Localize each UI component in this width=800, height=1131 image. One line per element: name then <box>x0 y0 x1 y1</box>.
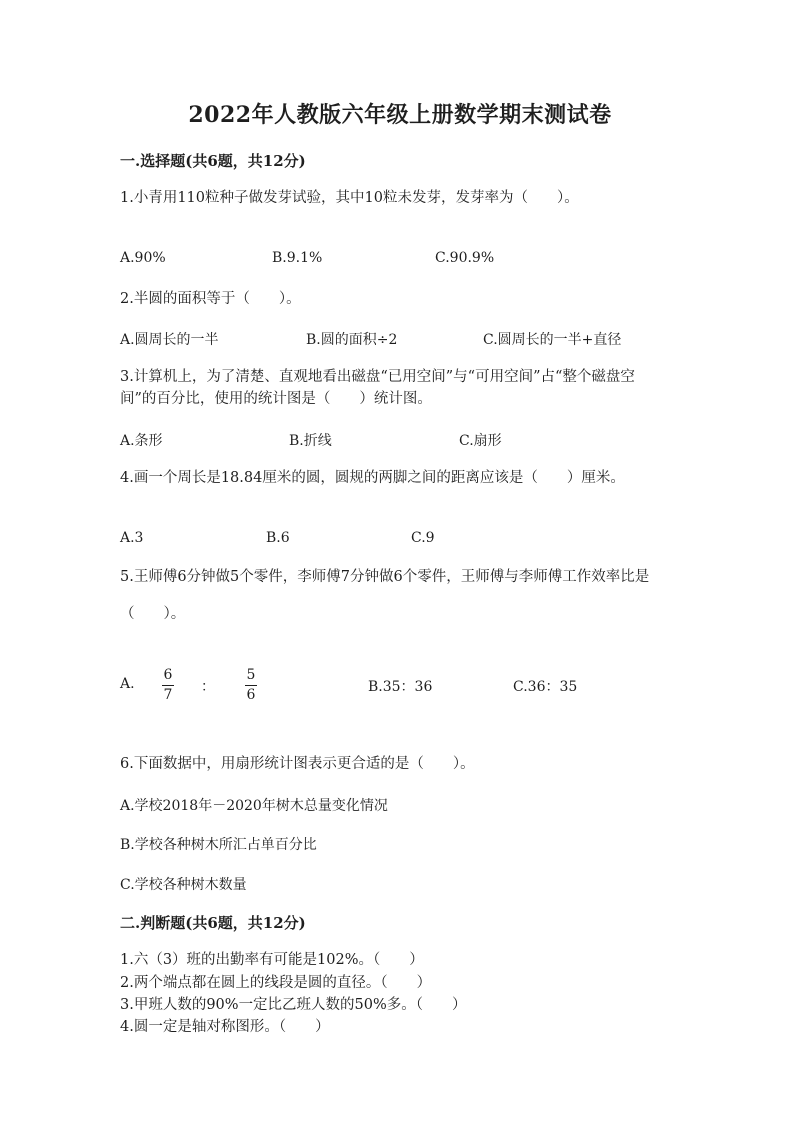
q2-option-a: A.圆周长的一半 <box>120 332 219 348</box>
fraction-bar <box>162 685 174 686</box>
q3-option-c: C.扇形 <box>459 433 502 449</box>
judgement-item-4: 4.圆一定是轴对称图形。（ ） <box>120 1019 330 1035</box>
q1-option-c: C.90.9% <box>435 250 495 266</box>
q2-option-b: B.圆的面积÷2 <box>306 332 398 348</box>
fraction-bar <box>245 685 257 686</box>
q5-option-a-label: A. <box>120 676 135 692</box>
q5-option-c: C.36：35 <box>513 679 578 695</box>
q6-option-b: B.学校各种树木所汇占单百分比 <box>120 837 317 853</box>
judgement-item-2: 2.两个端点都在圆上的线段是圆的直径。（ ） <box>120 975 432 991</box>
question-2-text: 2.半圆的面积等于（ ）。 <box>120 291 301 307</box>
section-heading-judgement: 二.判断题(共6题，共12分) <box>120 914 306 932</box>
q6-option-c: C.学校各种树木数量 <box>120 877 247 893</box>
q5-option-a-separator: ： <box>201 679 215 695</box>
q3-option-b: B.折线 <box>289 433 332 449</box>
fraction-numerator: 5 <box>246 667 256 683</box>
q5-option-a-fraction-1 <box>162 668 174 703</box>
q5-option-b: B.35：36 <box>368 679 433 695</box>
question-4-text: 4.画一个周长是18.84厘米的圆，圆规的两脚之间的距离应该是（ ）厘米。 <box>120 470 625 486</box>
fraction-denominator: 7 <box>163 687 173 703</box>
q5-option-a-fraction-2 <box>245 668 257 703</box>
q4-option-c: C.9 <box>411 530 435 546</box>
q4-option-a: A.3 <box>120 530 144 546</box>
q4-option-b: B.6 <box>266 530 290 546</box>
question-1-text: 1.小青用110粒种子做发芽试验，其中10粒未发芽，发芽率为（ ）。 <box>120 190 579 206</box>
fraction-numerator: 6 <box>163 667 173 683</box>
fraction-denominator: 6 <box>246 687 256 703</box>
q2-option-c: C.圆周长的一半+直径 <box>483 332 622 348</box>
question-5-text: 5.王师傅6分钟做5个零件，李师傅7分钟做6个零件，王师傅与李师傅工作效率比是（ ）。 <box>120 569 650 622</box>
question-3-text: 3.计算机上，为了清楚、直观地看出磁盘“已用空间”与“可用空间”占“整个磁盘空间”的百分比，使用的统计图是（ ）统计图。 <box>120 369 635 407</box>
judgement-item-1: 1.六（3）班的出勤率有可能是102%。（ ） <box>120 952 424 968</box>
q1-option-b: B.9.1% <box>272 250 323 266</box>
q3-option-a: A.条形 <box>120 433 163 449</box>
question-6-text: 6.下面数据中，用扇形统计图表示更合适的是（ ）。 <box>120 756 475 772</box>
q1-option-a: A.90% <box>120 250 166 266</box>
section-heading-choice: 一.选择题(共6题，共12分) <box>120 152 306 170</box>
q6-option-a: A.学校2018年－2020年树木总量变化情况 <box>120 798 388 814</box>
judgement-item-3: 3.甲班人数的90%一定比乙班人数的50%多。（ ） <box>120 997 467 1013</box>
page-title: 2022年人教版六年级上册数学期末测试卷 <box>188 102 612 128</box>
